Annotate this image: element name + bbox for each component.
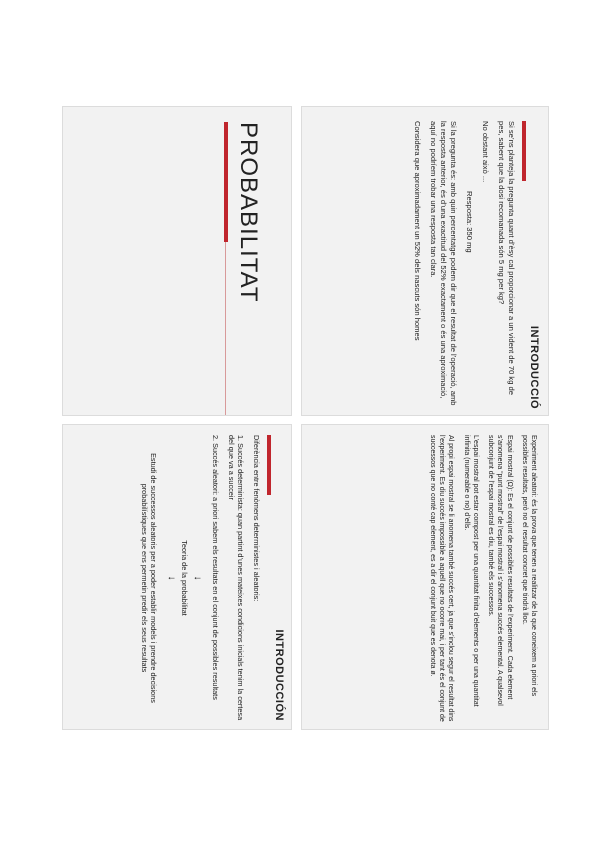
conclusion-text: Considera que aproximadament un 52% dels nascuts són homes xyxy=(412,121,422,341)
title-divider xyxy=(225,242,226,416)
percentage-paragraph: Si la pregunta és: amb quin percentatge podem dir que el resultat de l’operació, amb la resposta anterior, és d’una exactitud del 52% exactament o és una aproximació, aquí no podríem trobar una resposta tan clara. xyxy=(428,121,458,406)
random-experiment-text: Experiment aleatori: és la prova que tenen a realitzar de la que coneixem a priori els possibles resultats, però no el resultat concret que tindrà lloc. xyxy=(520,435,537,697)
probability-theory-label: Teoria de la probabilitat xyxy=(180,540,190,616)
nevertheless-text: No obstant això ... xyxy=(480,121,490,183)
heading-accent-bar xyxy=(267,435,271,495)
answer-text: Resposta: 350 mg xyxy=(464,191,474,253)
question-text: Si se’ns planteja la pregunta quant d’èsy cal proporcionar a un vident de 70 kg de pes, sabent que la dosi recomanada són 5 mg per kg? xyxy=(496,121,516,395)
title-accent-bar xyxy=(224,122,228,242)
deterministic-item: 1. Succés determinista: quan partint d’unes mateixes condicions inicials tenim la certesa del que va a succeir xyxy=(226,435,246,721)
slide-heading: INTRODUCCIÓ xyxy=(528,325,540,409)
intro-text: Diferència entre fenòmens deterministes i aleatoris: xyxy=(252,435,261,602)
slide-definitions xyxy=(301,424,549,730)
certain-impossible-text: Al propi espai mostral se li anomena també succés cert, ja que s’inclou segur el resultat dins l’experiment. Es diu succés impossible a aquell que no ocorre mai, i per tant és el conjunt de successos que no conté cap element, es a dir el conjunt buit que es denota ø. xyxy=(428,435,455,722)
down-arrow-icon: ↓ xyxy=(192,575,204,581)
sample-space-text: Espai mostral (Ω): Es el conjunt de possibles resultats de l’experiment. Cada element s’anomena “punt mostral” de l’espai mostral i s’anomena succés elemental. A qualsevol subconjunt de l’espai mostral es diu, també els successos. xyxy=(487,435,513,706)
slide-introduccio xyxy=(301,106,549,416)
slide-heading: INTRODUCCIÓN xyxy=(273,629,285,721)
finite-infinite-text: L’espai mostral pot estar compost per una quantitat finita d’elements o per una quantitat infinita (numerable o no) d’ells. xyxy=(462,435,479,707)
random-item: 2. Succés aleatori: a priori sabem els resultats en el conjunt de possibles resultats xyxy=(211,435,221,700)
heading-accent-bar xyxy=(522,121,526,181)
slide-title-heading: PROBABILITAT xyxy=(235,122,262,303)
down-arrow-icon: ↓ xyxy=(165,575,177,581)
slide-introduccion xyxy=(62,424,292,730)
final-study-text: Estudi de successos aleatoris per a poder establir models i prendre decisions probabilístiques que ens permetin predir els seus resultats xyxy=(139,453,159,703)
slide-title xyxy=(62,106,292,416)
